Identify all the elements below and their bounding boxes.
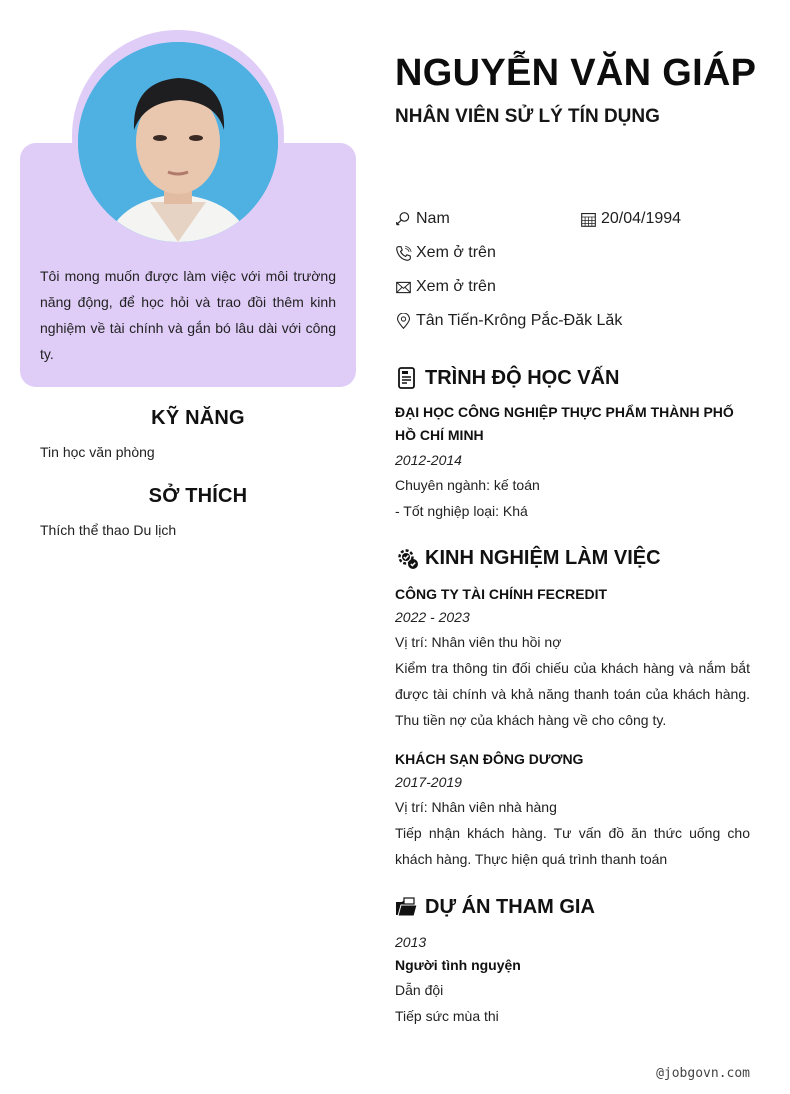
gender-icon [395,211,412,228]
job-title: NHÂN VIÊN SỬ LÝ TÍN DỤNG [395,106,660,127]
project-role: Dẫn đội [395,982,444,998]
calendar-icon [580,211,597,228]
education-heading-row [395,366,619,390]
envelope-icon [395,279,412,296]
job-company: CÔNG TY TÀI CHÍNH FECREDIT [395,586,608,602]
hobbies-heading: SỞ THÍCH [148,485,248,507]
projects-heading: DỰ ÁN THAM GIA [425,895,595,918]
full-name: NGUYỄN VĂN GIÁP [395,52,757,94]
education-grade: - Tốt nghiệp loại: Khá [395,503,528,519]
document-icon [395,366,419,390]
job-description: Kiểm tra thông tin đối chiếu của khách hàng và nắm bắt được tài chính và khả năng thanh toán của khách hàng. Thu tiền nợ của khách hàng về cho công ty. [395,660,750,728]
location-pin-icon [395,313,412,330]
gender-value: Nam [416,210,450,227]
job-position: Vị trí: Nhân viên nhà hàng [395,799,557,815]
job-period: 2017-2019 [395,774,462,790]
education-school: ĐẠI HỌC CÔNG NGHIỆP THỰC PHẨM THÀNH PHỐ HỒ CHÍ MINH [395,404,734,443]
experience-heading-row [395,546,661,570]
phone-icon [395,245,412,262]
job-company: KHÁCH SẠN ĐÔNG DƯƠNG [395,751,584,767]
address-value: Tân Tiến-Krông Pắc-Đăk Lăk [416,312,623,329]
folder-icon [395,895,419,919]
phone-value: Xem ở trên [416,244,496,261]
career-objective: Tôi mong muốn được làm việc với môi trường năng động, để học hỏi và trao đồi thêm kinh nghiệm về tài chính và gắn bó lâu dài với công ty. [40,268,336,362]
hobbies-text: Thích thể thao Du lịch [40,522,177,538]
project-year: 2013 [395,934,427,950]
birthdate-row [580,210,681,228]
project-activity: Tiếp sức mùa thi [395,1008,499,1024]
experience-heading: KINH NGHIỆM LÀM VIỆC [425,546,661,569]
job-description: Tiếp nhận khách hàng. Tư vấn đồ ăn thức uống cho khách hàng. Thực hiện quá trình thanh toán [395,825,750,867]
skills-heading: KỸ NĂNG [151,407,245,429]
footer-brand: @jobgovn.com [656,1066,750,1081]
gender-row [395,210,450,228]
education-major: Chuyên ngành: kế toán [395,477,540,493]
address-row [395,312,622,330]
education-heading: TRÌNH ĐỘ HỌC VẤN [425,366,620,389]
gear-check-icon [395,546,419,570]
birthdate-value: 20/04/1994 [601,210,682,227]
projects-heading-row [395,895,595,919]
avatar-photo [78,42,278,242]
job-position: Vị trí: Nhân viên thu hồi nợ [395,634,562,650]
email-row [395,278,496,296]
avatar [78,42,278,242]
skills-text: Tin học văn phòng [40,444,155,460]
job-period: 2022 - 2023 [395,609,470,625]
education-period: 2012-2014 [395,452,462,468]
email-value: Xem ở trên [416,278,496,295]
project-name: Người tình nguyện [395,957,521,973]
phone-row [395,244,496,262]
